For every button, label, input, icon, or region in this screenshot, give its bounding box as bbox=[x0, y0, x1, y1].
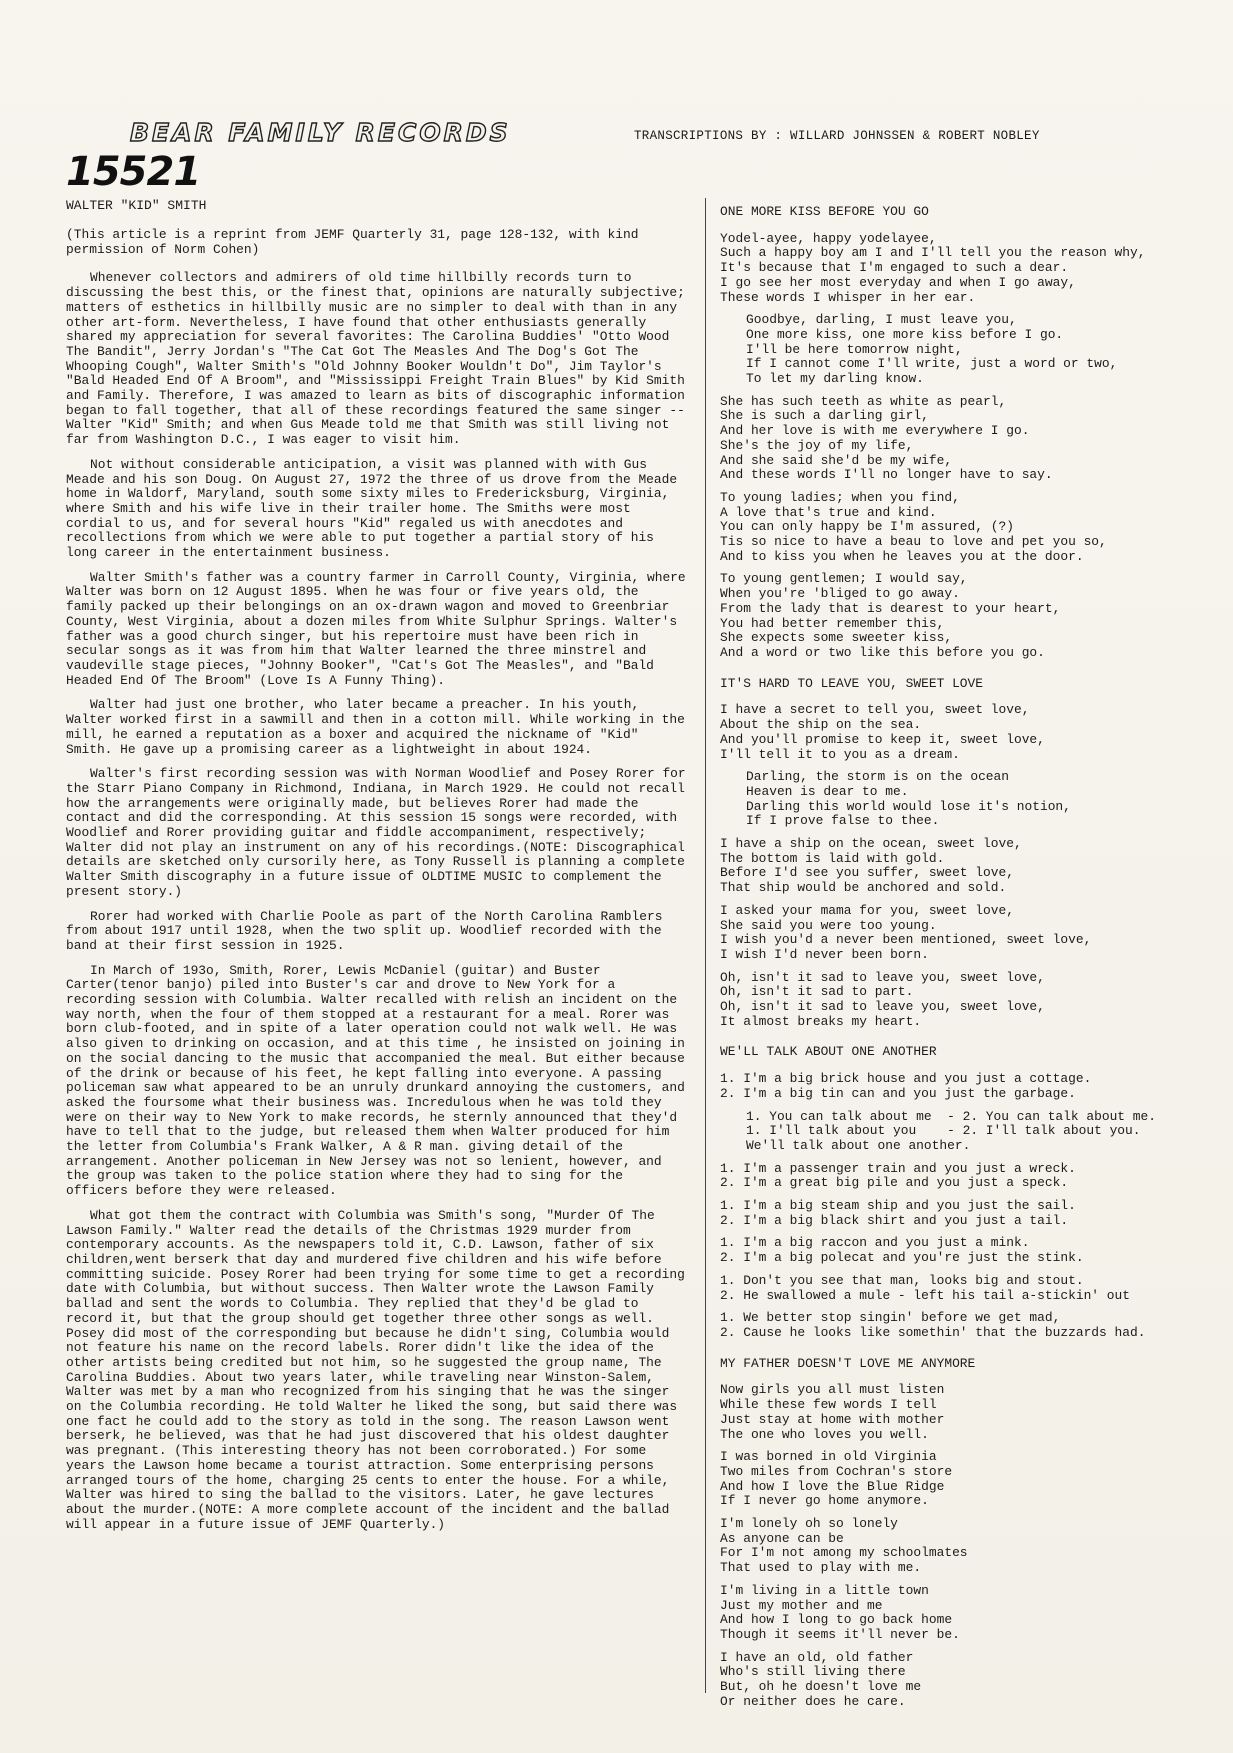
lyric-line: Two miles from Cochran's store bbox=[720, 1463, 953, 1479]
lyric-line: Now girls you all must listen bbox=[720, 1382, 945, 1398]
verse-stanza bbox=[720, 1584, 1220, 1643]
artist-heading: WALTER "KID" SMITH bbox=[66, 198, 207, 213]
lyric-line: I have a secret to tell you, sweet love, bbox=[720, 702, 1030, 718]
lyric-line: If I cannot come I'll write, just a word or two, bbox=[746, 356, 1118, 372]
lyric-line: For I'm not among my schoolmates bbox=[720, 1545, 968, 1561]
article-paragraph: Whenever collectors and admirers of old time hillbilly records turn to discussing the best this, or the finest that, opinions are naturally subjective; matters of esthetics in hillbilly music are no simpler to deal with than in any other art-form. Nevertheless, I have found that other enthusiasts generally shared my appreciation for several favorites: The Carolina Buddies' "Otto Wood The Bandit", Jerry Jordan's "The Cat Got The Measles And The Dog's Got The Whooping Cough", Walter Smith's "Old Johnny Booker Wouldn't Do", Jim Taylor's "Bald Headed End Of A Broom", and "Mississippi Freight Train Blues" by Kid Smith and Family. Therefore, I was amazed to learn as bits of discographic information began to fall together, that all of these recordings featured the same singer -- Walter "Kid" Smith; and when Gus Meade told me that Smith was still living not far from Washington D.C., I was eager to visit him. bbox=[66, 270, 685, 448]
verse-stanza bbox=[720, 1311, 1220, 1340]
verse-stanza bbox=[720, 703, 1220, 762]
lyric-line: I'll tell it to you as a dream. bbox=[720, 746, 960, 762]
lyric-line: I'm lonely oh so lonely bbox=[720, 1516, 898, 1532]
lyric-line: While these few words I tell bbox=[720, 1397, 937, 1413]
lyric-line: When you're 'bliged to go away. bbox=[720, 586, 960, 602]
lyric-line: She's the joy of my life, bbox=[720, 437, 914, 453]
verse-stanza bbox=[720, 971, 1220, 1030]
lyric-line: Just stay at home with mother bbox=[720, 1411, 945, 1427]
lyric-line: And these words I'll no longer have to say. bbox=[720, 467, 1053, 483]
column-divider bbox=[705, 198, 706, 1693]
article-paragraph: Rorer had worked with Charlie Poole as part of the North Carolina Ramblers from about 1917 until 1928, when the two split up. Woodlief recorded with the band at their first session in 1925. bbox=[66, 908, 663, 953]
song-block bbox=[720, 1045, 1220, 1340]
lyric-line: Tis so nice to have a beau to love and pet you so, bbox=[720, 534, 1107, 550]
lyric-line: And she said she'd be my wife, bbox=[720, 452, 953, 468]
article-paragraph: In March of 193o, Smith, Rorer, Lewis McDaniel (guitar) and Buster Carter(tenor banjo) piled into Buster's car and drove to New York for a recording session with Columbia. Walter recalled with relish an incident on the way north, when the four of them stopped at a restaurant for a meal. Rorer was born club-footed, and in spite of a later operation could not walk well. He was also given to drinking on occasion, and at this time , he insisted on joining in on the social dancing to the music that accompanied the meal. But either because of the drink or because of his feet, he kept falling into everyone. A passing policeman saw what appeared to be an unruly drunkard annoying the customers, and asked the foursome what their business was. Incredulous when he was told they were on their way to New York to make records, he sternly announced that they'd have to tell that to the judge, but released them when Walter produced for him the letter from Columbia's Frank Walker, A & R man. giving detail of the arrangement. Another policeman in New Jersey was not so lenient, however, and the group was taken to the police station where they had to sing for the officers before they were released. bbox=[66, 962, 685, 1199]
lyric-line: And a word or two like this before you go. bbox=[720, 644, 1045, 660]
lyric-line: She expects some sweeter kiss, bbox=[720, 630, 953, 646]
chorus-stanza bbox=[720, 770, 1220, 829]
verse-stanza bbox=[720, 837, 1220, 896]
lyric-line: And her love is with me everywhere I go. bbox=[720, 423, 1030, 439]
lyric-line: I wish I'd never been born. bbox=[720, 946, 929, 962]
verse-stanza bbox=[720, 395, 1220, 483]
lyric-line: To young gentlemen; I would say, bbox=[720, 571, 968, 587]
lyric-line: You can only happy be I'm assured, (?) bbox=[720, 519, 1014, 535]
article-paragraph: Walter had just one brother, who later became a preacher. In his youth, Walter worked first in a sawmill and then in a cotton mill. While working in the mill, he earned a reputation as a boxer and acquired the nickname of "Kid" Smith. He gave up a promising career as a lightweight in about 1924. bbox=[66, 697, 685, 757]
chorus-stanza bbox=[720, 313, 1220, 387]
lyric-line: A love that's true and kind. bbox=[720, 504, 937, 520]
lyric-line: As anyone can be bbox=[720, 1530, 844, 1546]
lyric-line: And how I love the Blue Ridge bbox=[720, 1478, 945, 1494]
lyric-line: Before I'd see you suffer, sweet love, bbox=[720, 865, 1014, 881]
lyric-line: That used to play with me. bbox=[720, 1560, 922, 1576]
brand-logo: BEAR FAMILY RECORDS bbox=[130, 118, 511, 147]
lyric-line: About the ship on the sea. bbox=[720, 717, 922, 733]
article-paragraph: Walter Smith's father was a country farmer in Carroll County, Virginia, where Walter was born on 12 August 1895. When he was four or five years old, the family packed up their belongings on an ox-drawn wagon and moved to Greenbriar County, West Virginia, about a dozen miles from White Sulphur Springs. Walter's father was a good church singer, but his repertoire must have been rich in secular songs as it was from him that Walter learned the three minstrel and vaudeville stage pieces, "Johnny Booker", "Cat's Got The Measles", and "Bald Headed End Of The Broom" (Love Is A Funny Thing). bbox=[66, 569, 686, 688]
verse-stanza bbox=[720, 1199, 1220, 1228]
lyric-line: Just my mother and me bbox=[720, 1597, 883, 1613]
lyric-line: It almost breaks my heart. bbox=[720, 1013, 922, 1029]
catalog-number: 15521 bbox=[66, 149, 201, 195]
lyric-line: From the lady that is dearest to your heart, bbox=[720, 600, 1061, 616]
lyric-line: 2. I'm a big polecat and you're just the stink. bbox=[720, 1250, 1084, 1266]
verse-stanza bbox=[720, 1517, 1220, 1576]
verse-stanza bbox=[720, 232, 1220, 306]
lyric-line: I'll be here tomorrow night, bbox=[746, 341, 963, 357]
lyric-line: She is such a darling girl, bbox=[720, 408, 929, 424]
lyric-line: I was borned in old Virginia bbox=[720, 1449, 937, 1465]
song-title: WE'LL TALK ABOUT ONE ANOTHER bbox=[720, 1044, 937, 1060]
lyric-line: I go see her most everyday and when I go away, bbox=[720, 274, 1076, 290]
lyric-line: Darling this world would lose it's notion, bbox=[746, 798, 1071, 814]
lyric-line: Darling, the storm is on the ocean bbox=[746, 769, 1010, 785]
song-block bbox=[720, 677, 1220, 1030]
lyric-line: 2. Cause he looks like somethin' that the buzzards had. bbox=[720, 1325, 1146, 1340]
lyric-line: We'll talk about one another. bbox=[746, 1137, 971, 1153]
verse-stanza bbox=[720, 1450, 1220, 1509]
lyric-line: To young ladies; when you find, bbox=[720, 489, 960, 505]
verse-stanza bbox=[720, 491, 1220, 565]
reprint-note: (This article is a reprint from JEMF Quarterly 31, page 128-132, with kind permission of Norm Cohen) bbox=[66, 227, 639, 257]
lyric-line: If I prove false to thee. bbox=[746, 813, 940, 829]
verse-stanza bbox=[720, 1236, 1220, 1265]
lyric-line: 1. Don't you see that man, looks big and stout. bbox=[720, 1272, 1084, 1288]
lyric-line: Heaven is dear to me. bbox=[746, 783, 909, 799]
article-column bbox=[66, 228, 686, 1542]
lyric-line: Yodel-ayee, happy yodelayee, bbox=[720, 230, 937, 246]
lyric-line: 1. I'm a big raccon and you just a mink. bbox=[720, 1235, 1030, 1251]
lyrics-column bbox=[720, 205, 1220, 1725]
lyric-line: 2. I'm a big black shirt and you just a tail. bbox=[720, 1212, 1069, 1228]
lyric-line: Oh, isn't it sad to leave you, sweet love, bbox=[720, 999, 1045, 1015]
lyric-line: 1. I'm a big steam ship and you just the sail. bbox=[720, 1198, 1076, 1214]
lyric-line: 1. I'm a passenger train and you just a wreck. bbox=[720, 1160, 1076, 1176]
verse-stanza bbox=[720, 1274, 1220, 1303]
lyric-line: Goodbye, darling, I must leave you, bbox=[746, 312, 1017, 328]
lyric-line: To let my darling know. bbox=[746, 371, 924, 387]
lyric-line: I'm living in a little town bbox=[720, 1582, 929, 1598]
lyric-line: Though it seems it'll never be. bbox=[720, 1626, 960, 1642]
lyric-line: Oh, isn't it sad to part. bbox=[720, 984, 914, 1000]
verse-stanza bbox=[720, 1162, 1220, 1191]
song-title: IT'S HARD TO LEAVE YOU, SWEET LOVE bbox=[720, 675, 984, 691]
lyric-line: 1. I'll talk about you - 2. I'll talk about you. bbox=[746, 1123, 1141, 1139]
lyric-line: 2. I'm a great big pile and you just a speck. bbox=[720, 1175, 1069, 1191]
lyric-line: That ship would be anchored and sold. bbox=[720, 880, 1007, 896]
lyric-line: I asked your mama for you, sweet love, bbox=[720, 902, 1014, 918]
verse-stanza bbox=[720, 904, 1220, 963]
lyric-line: 1. I'm a big brick house and you just a cottage. bbox=[720, 1071, 1092, 1087]
lyric-line: Who's still living there bbox=[720, 1664, 906, 1680]
verse-stanza bbox=[720, 572, 1220, 660]
lyric-line: 2. He swallowed a mule - left his tail a-stickin' out bbox=[720, 1287, 1130, 1303]
article-paragraph: Walter's first recording session was with Norman Woodlief and Posey Rorer for the Starr Piano Company in Richmond, Indiana, in March 1929. He could not recall how the arrangements were originally made, but believes Rorer had made the contact and did the corresponding. At this session 15 songs were recorded, with Woodlief and Rorer providing guitar and fiddle accompaniment, respectively; Walter did not play an instrument on any of his recordings.(NOTE: Discographical details are sketched only cursorily here, as Tony Russell is planning a complete Walter Smith discography in a future issue of OLDTIME MUSIC to complement the present story.) bbox=[66, 766, 686, 899]
chorus-stanza bbox=[720, 1110, 1220, 1154]
lyric-line: She has such teeth as white as pearl, bbox=[720, 393, 1007, 409]
verse-stanza bbox=[720, 1651, 1220, 1710]
lyric-line: And you'll promise to keep it, sweet love, bbox=[720, 731, 1045, 747]
verse-stanza bbox=[720, 1072, 1220, 1101]
article-paragraph: Not without considerable anticipation, a visit was planned with with Gus Meade and his son Doug. On August 27, 1972 the three of us drove from the Meade home in Waldorf, Maryland, south some sixty miles to Fredericksburg, Virginia, where Smith and his wife live in their trailer home. The Smiths were most cordial to us, and for several hours "Kid" regaled us with anecdotes and recollections from which we were able to put together a partial story of his long career in the entertainment business. bbox=[66, 456, 678, 561]
lyric-line: 1. You can talk about me - 2. You can talk about me. bbox=[746, 1108, 1156, 1124]
lyric-line: You had better remember this, bbox=[720, 615, 945, 631]
article-paragraph: What got them the contract with Columbia was Smith's song, "Murder Of The Lawson Family." Walter read the details of the Christmas 1929 murder from contemporary accounts. As the newspapers told it, C.D. Lawson, father of six children,went berserk that day and murdered five children and his wife before committing suicide. Posey Rorer had been trying for some time to get a recording date with Columbia, but without success. Then Walter wrote the Lawson Family ballad and sent the words to Columbia. They replied that they'd be glad to record it, but that the group should get together three other songs as well. Posey did most of the corresponding but because he didn't sing, Columbia would not feature his name on the record labels. Rorer didn't like the idea of the other artists being credited but not him, so he suggested the group name, The Carolina Buddies. About two years later, while traveling near Winston-Salem, Walter was met by a man who recognized from his singing that he was the singer on the Columbia recording. He told Walter he liked the song, but said there was one fact he could add to the story as told in the song. The reason Lawson went berserk, he believed, was that he had just discovered that his oldest daughter was pregnant. (This interesting theory has not been corroborated.) For some years the Lawson home became a tourist attraction. Some enterprising persons arranged tours of the home, charging 25 cents to enter the house. For a while, Walter was hired to sing the ballad to the visitors. Later, he gave lectures about the murder.(NOTE: A more complete account of the incident and the ballad will appear in a future issue of JEMF Quarterly.) bbox=[66, 1207, 685, 1532]
lyric-line: I have an old, old father bbox=[720, 1649, 914, 1665]
lyric-line: I have a ship on the ocean, sweet love, bbox=[720, 836, 1022, 852]
lyric-line: And how I long to go back home bbox=[720, 1612, 953, 1628]
lyric-line: Such a happy boy am I and I'll tell you the reason why, bbox=[720, 245, 1146, 261]
lyric-line: If I never go home anymore. bbox=[720, 1493, 929, 1509]
song-title: ONE MORE KISS BEFORE YOU GO bbox=[720, 204, 929, 219]
song-block bbox=[720, 1357, 1220, 1710]
lyric-line: One more kiss, one more kiss before I go. bbox=[746, 326, 1064, 342]
lyric-line: Or neither does he care. bbox=[720, 1693, 906, 1709]
lyric-line: The bottom is laid with gold. bbox=[720, 850, 945, 866]
lyric-line: 1. We better stop singin' before we get mad, bbox=[720, 1310, 1061, 1326]
song-title: MY FATHER DOESN'T LOVE ME ANYMORE bbox=[720, 1355, 976, 1371]
transcription-credits: TRANSCRIPTIONS BY : WILLARD JOHNSSEN & ROBERT NOBLEY bbox=[634, 129, 1040, 143]
verse-stanza bbox=[720, 1383, 1220, 1442]
lyric-line: These words I whisper in her ear. bbox=[720, 289, 976, 305]
lyric-line: She said you were too young. bbox=[720, 917, 937, 933]
lyric-line: 2. I'm a big tin can and you just the garbage. bbox=[720, 1085, 1076, 1101]
lyric-line: I wish you'd a never been mentioned, sweet love, bbox=[720, 932, 1092, 948]
lyric-line: It's because that I'm engaged to such a dear. bbox=[720, 260, 1069, 276]
lyric-line: The one who loves you well. bbox=[720, 1426, 929, 1442]
lyric-line: Oh, isn't it sad to leave you, sweet love, bbox=[720, 969, 1045, 985]
lyric-line: And to kiss you when he leaves you at the door. bbox=[720, 548, 1084, 564]
lyric-line: But, oh he doesn't love me bbox=[720, 1679, 922, 1695]
song-block bbox=[720, 205, 1220, 661]
